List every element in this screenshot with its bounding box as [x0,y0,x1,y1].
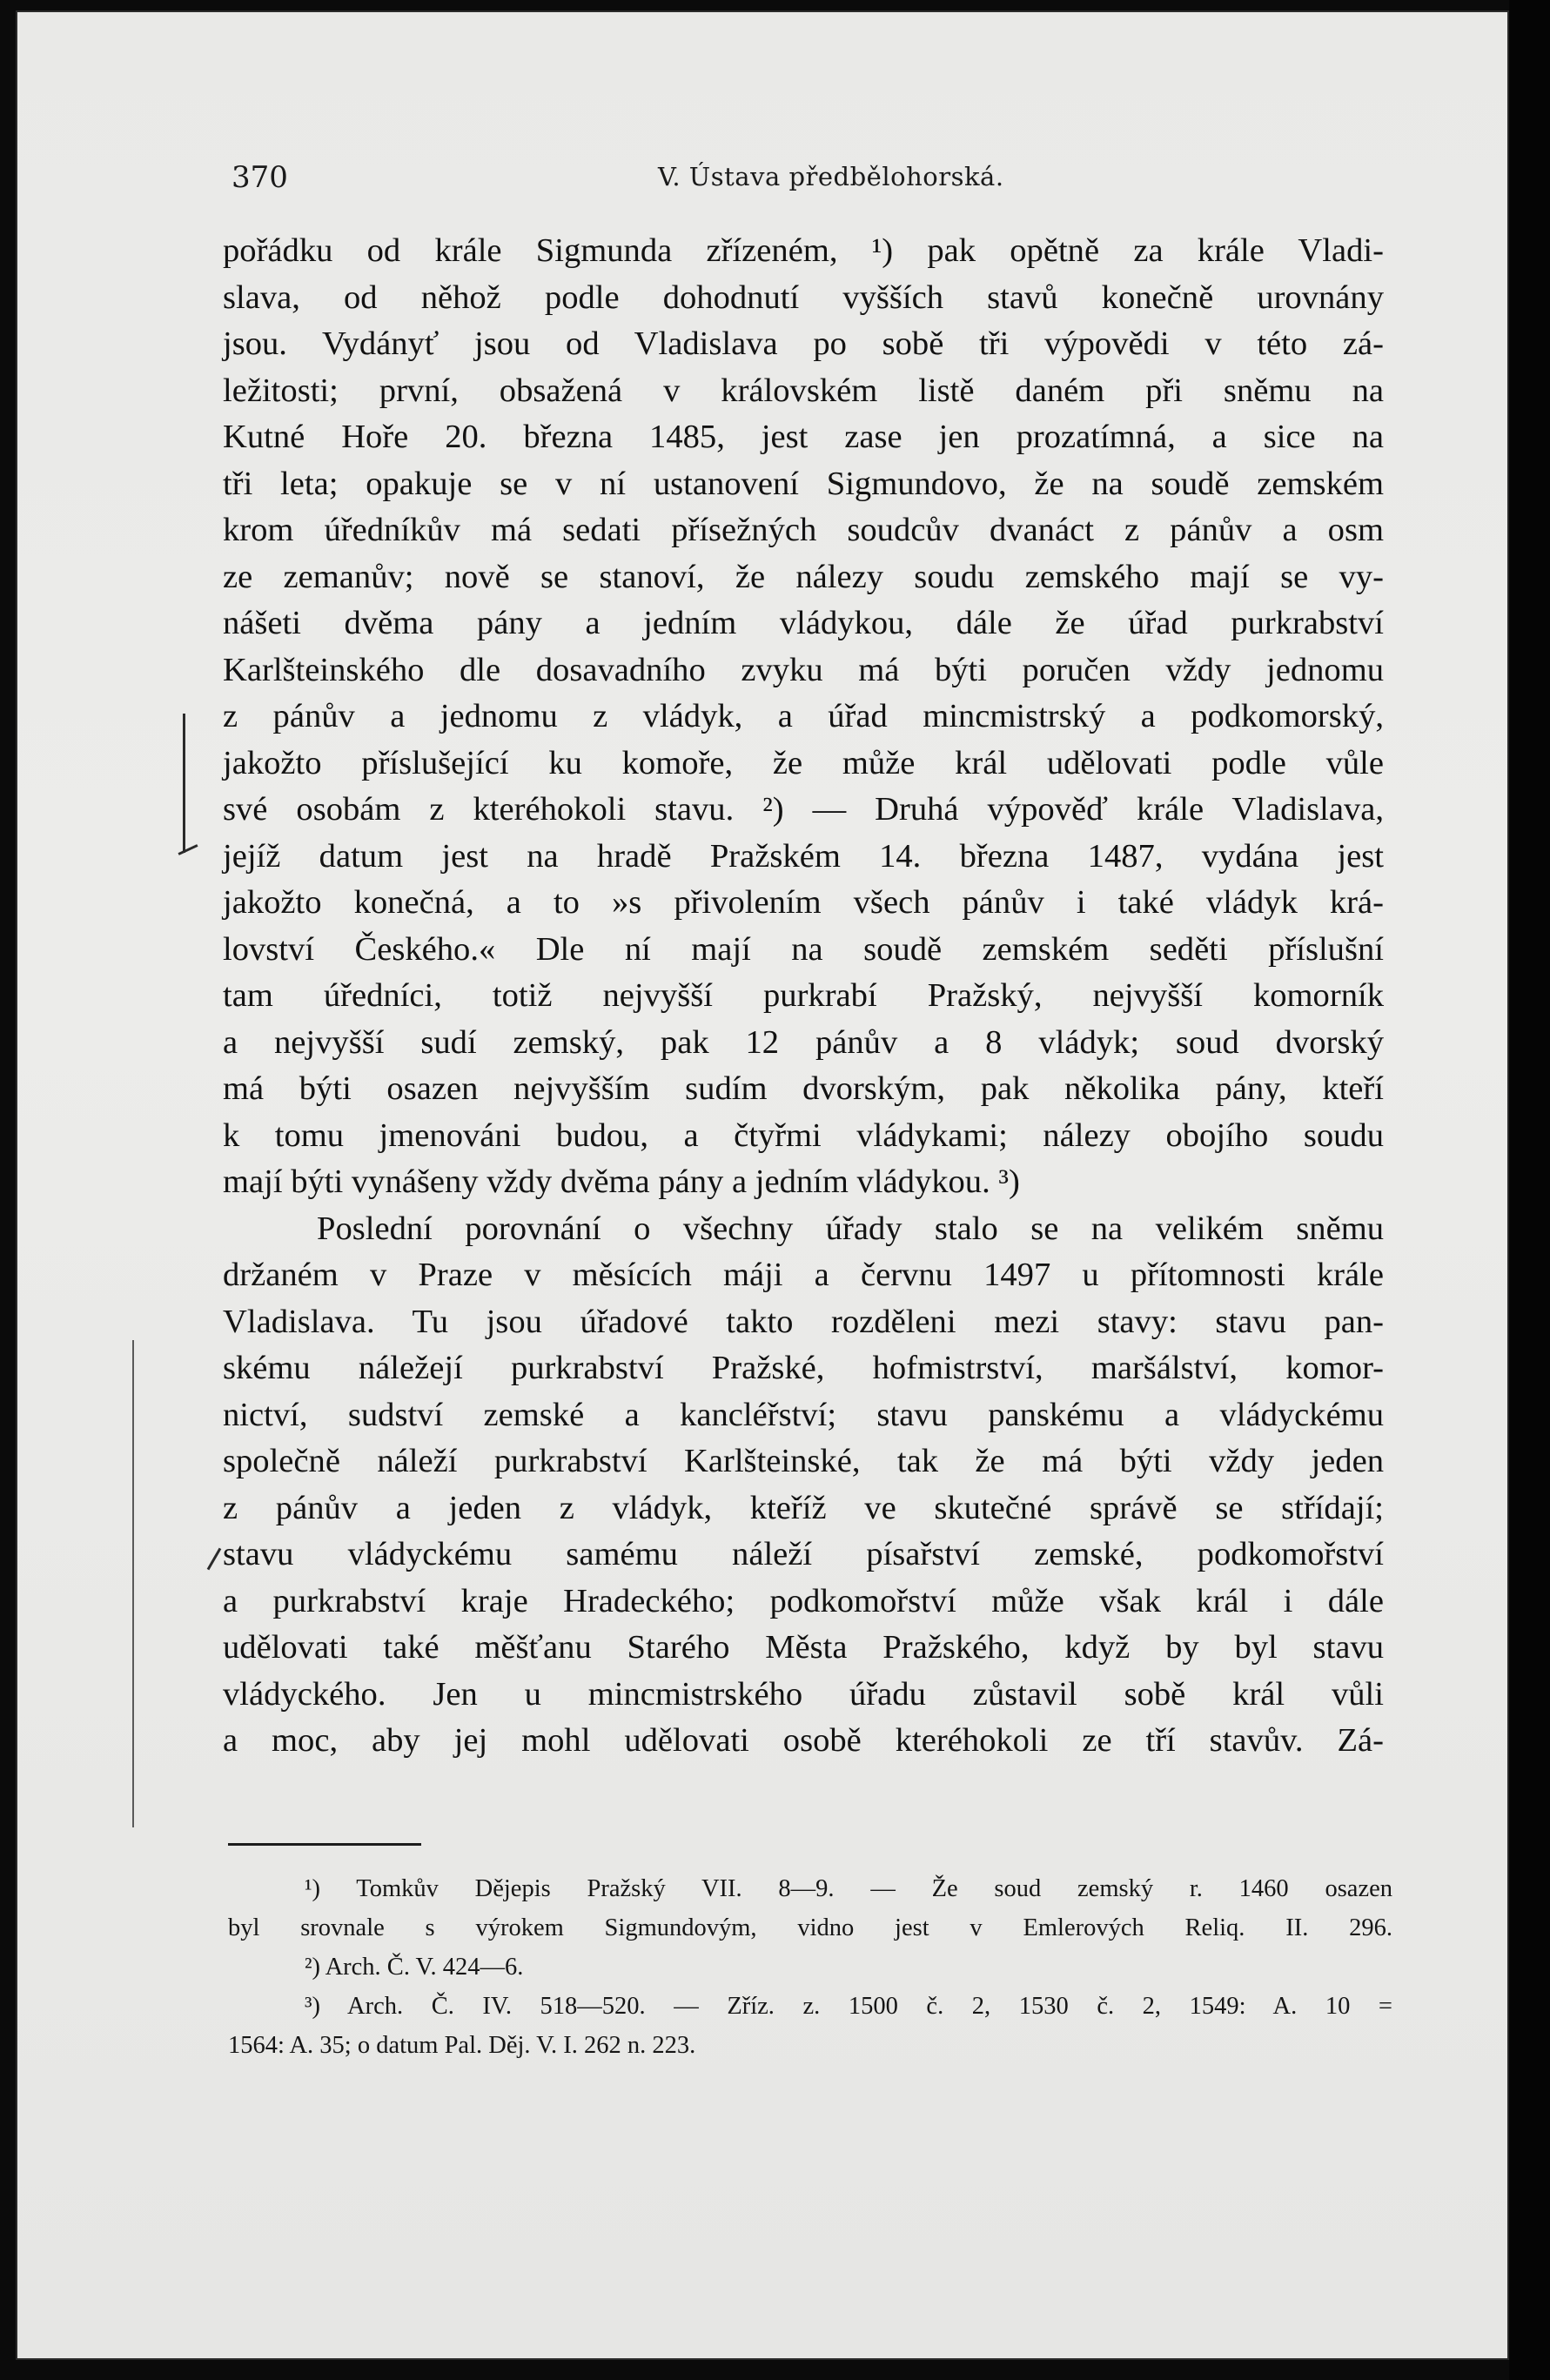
margin-line-mark [132,1340,134,1827]
footnote-line: 1564: A. 35; o datum Pal. Děj. V. I. 262 n. 223. [228,2032,696,2059]
text-line: pořádku od krále Sigmunda zřízeném, ¹) pak opětně za krále Vladi- [223,232,1384,269]
footnote-line: ³) Arch. Č. IV. 518—520. — Zříz. z. 1500 č. 2, 1530 č. 2, 1549: A. 10 = [305,1993,1392,2020]
text-line: z pánův a jeden z vládyk, kteříž ve skutečné správě se střídají; [223,1489,1384,1526]
text-line: nášeti dvěma pány a jedním vládykou, dále že úřad purkrabství [223,605,1384,641]
text-line: má býti osazen nejvyšším sudím dvorským, pak několika pány, kteří [223,1070,1384,1107]
margin-bracket-mark [183,714,185,853]
text-line: z pánův a jednomu z vládyk, a úřad mincmistrský a podkomorský, [223,698,1384,734]
text-line: krom úředníkův má sedati přísežných soudcův dvanáct z pánův a osm [223,512,1384,548]
text-line: slava, od něhož podle dohodnutí vyšších stavů konečně urovnány [223,278,1384,316]
text-line: ležitosti; první, obsažená v královském listě daném při sněmu na [223,372,1384,409]
text-line: lovství Českého.« Dle ní mají na soudě zemském seděti příslušní [223,930,1384,968]
page-number: 370 [231,160,288,195]
page-header [231,160,1398,204]
text-line: tři leta; opakuje se v ní ustanovení Sigmundovo, že na soudě zemském [223,465,1384,502]
footnote-rule [228,1843,421,1846]
main-text [223,228,1384,1765]
text-line: udělovati také měšťanu Starého Města Pražského, když by byl stavu [223,1629,1384,1666]
text-line: držaném v Praze v měsících máji a červnu 1497 u přítomnosti krále [223,1257,1384,1293]
text-line: tam úředníci, totiž nejvyšší purkrabí Pražský, nejvyšší komorník [223,977,1384,1014]
text-line: Karlšteinského dle dosavadního zvyku má býti poručen vždy jednomu [223,651,1384,688]
text-line: ze zemanův; nově se stanoví, že nálezy soudu zemského mají se vy- [223,558,1384,595]
footnotes [228,1869,1392,2065]
text-line: jejíž datum jest na hradě Pražském 14. března 1487, vydána jest [223,837,1384,875]
footnote-line: byl srovnale s výrokem Sigmundovým, vidno jest v Emlerových Reliq. II. 296. [228,1914,1392,1941]
text-line: mají býti vynášeny vždy dvěma pány a jedním vládykou. ³) [223,1163,1020,1200]
footnote-line: ²) Arch. Č. V. 424—6. [305,1954,524,1981]
text-line: Poslední porovnání o všechny úřady stalo se na velikém sněmu [317,1210,1384,1247]
text-line: skému náležejí purkrabství Pražské, hofmistrství, maršálství, komor- [223,1350,1384,1386]
scan-edge [1509,0,1550,2380]
text-line: jsou. Vydányť jsou od Vladislava po sobě tři výpovědi v této zá- [223,325,1384,362]
text-line: Kutné Hoře 20. března 1485, jest zase jen prozatímná, a sice na [223,419,1384,455]
text-line: své osobám z kteréhokoli stavu. ²) — Druhá výpověď krále Vladislava, [223,791,1384,828]
footnote-line: ¹) Tomkův Dějepis Pražský VII. 8—9. — Že soud zemský r. 1460 osazen [305,1875,1392,1902]
text-line: stavu vládyckému samému náleží písařství zemské, podkomořství [223,1536,1384,1572]
text-line: k tomu jmenováni budou, a čtyřmi vládykami; nálezy obojího soudu [223,1116,1384,1154]
text-line: jakožto příslušející ku komoře, že může král udělovati podle vůle [223,744,1384,781]
text-line: vládyckého. Jen u mincmistrského úřadu zůstavil sobě král vůli [223,1675,1384,1713]
text-line: nictví, sudství zemské a kancléřství; stavu panskému a vládyckému [223,1396,1384,1433]
text-line: Vladislava. Tu jsou úřadové takto rozděleni mezi stavy: stavu pan- [223,1303,1384,1340]
text-line: a moc, aby jej mohl udělovati osobě kteréhokoli ze tří stavův. Zá- [223,1722,1384,1759]
text-line: jakožto konečná, a to »s přivolením všech pánův i také vládyk krá- [223,884,1384,921]
running-title: V. Ústava předbělohorská. [658,162,1004,191]
text-line: a nejvyšší sudí zemský, pak 12 pánův a 8 vládyk; soud dvorský [223,1023,1384,1061]
text-line: společně náleží purkrabství Karlšteinské, tak že má býti vždy jeden [223,1443,1384,1479]
text-line: a purkrabství kraje Hradeckého; podkomořství může však král i dále [223,1582,1384,1619]
